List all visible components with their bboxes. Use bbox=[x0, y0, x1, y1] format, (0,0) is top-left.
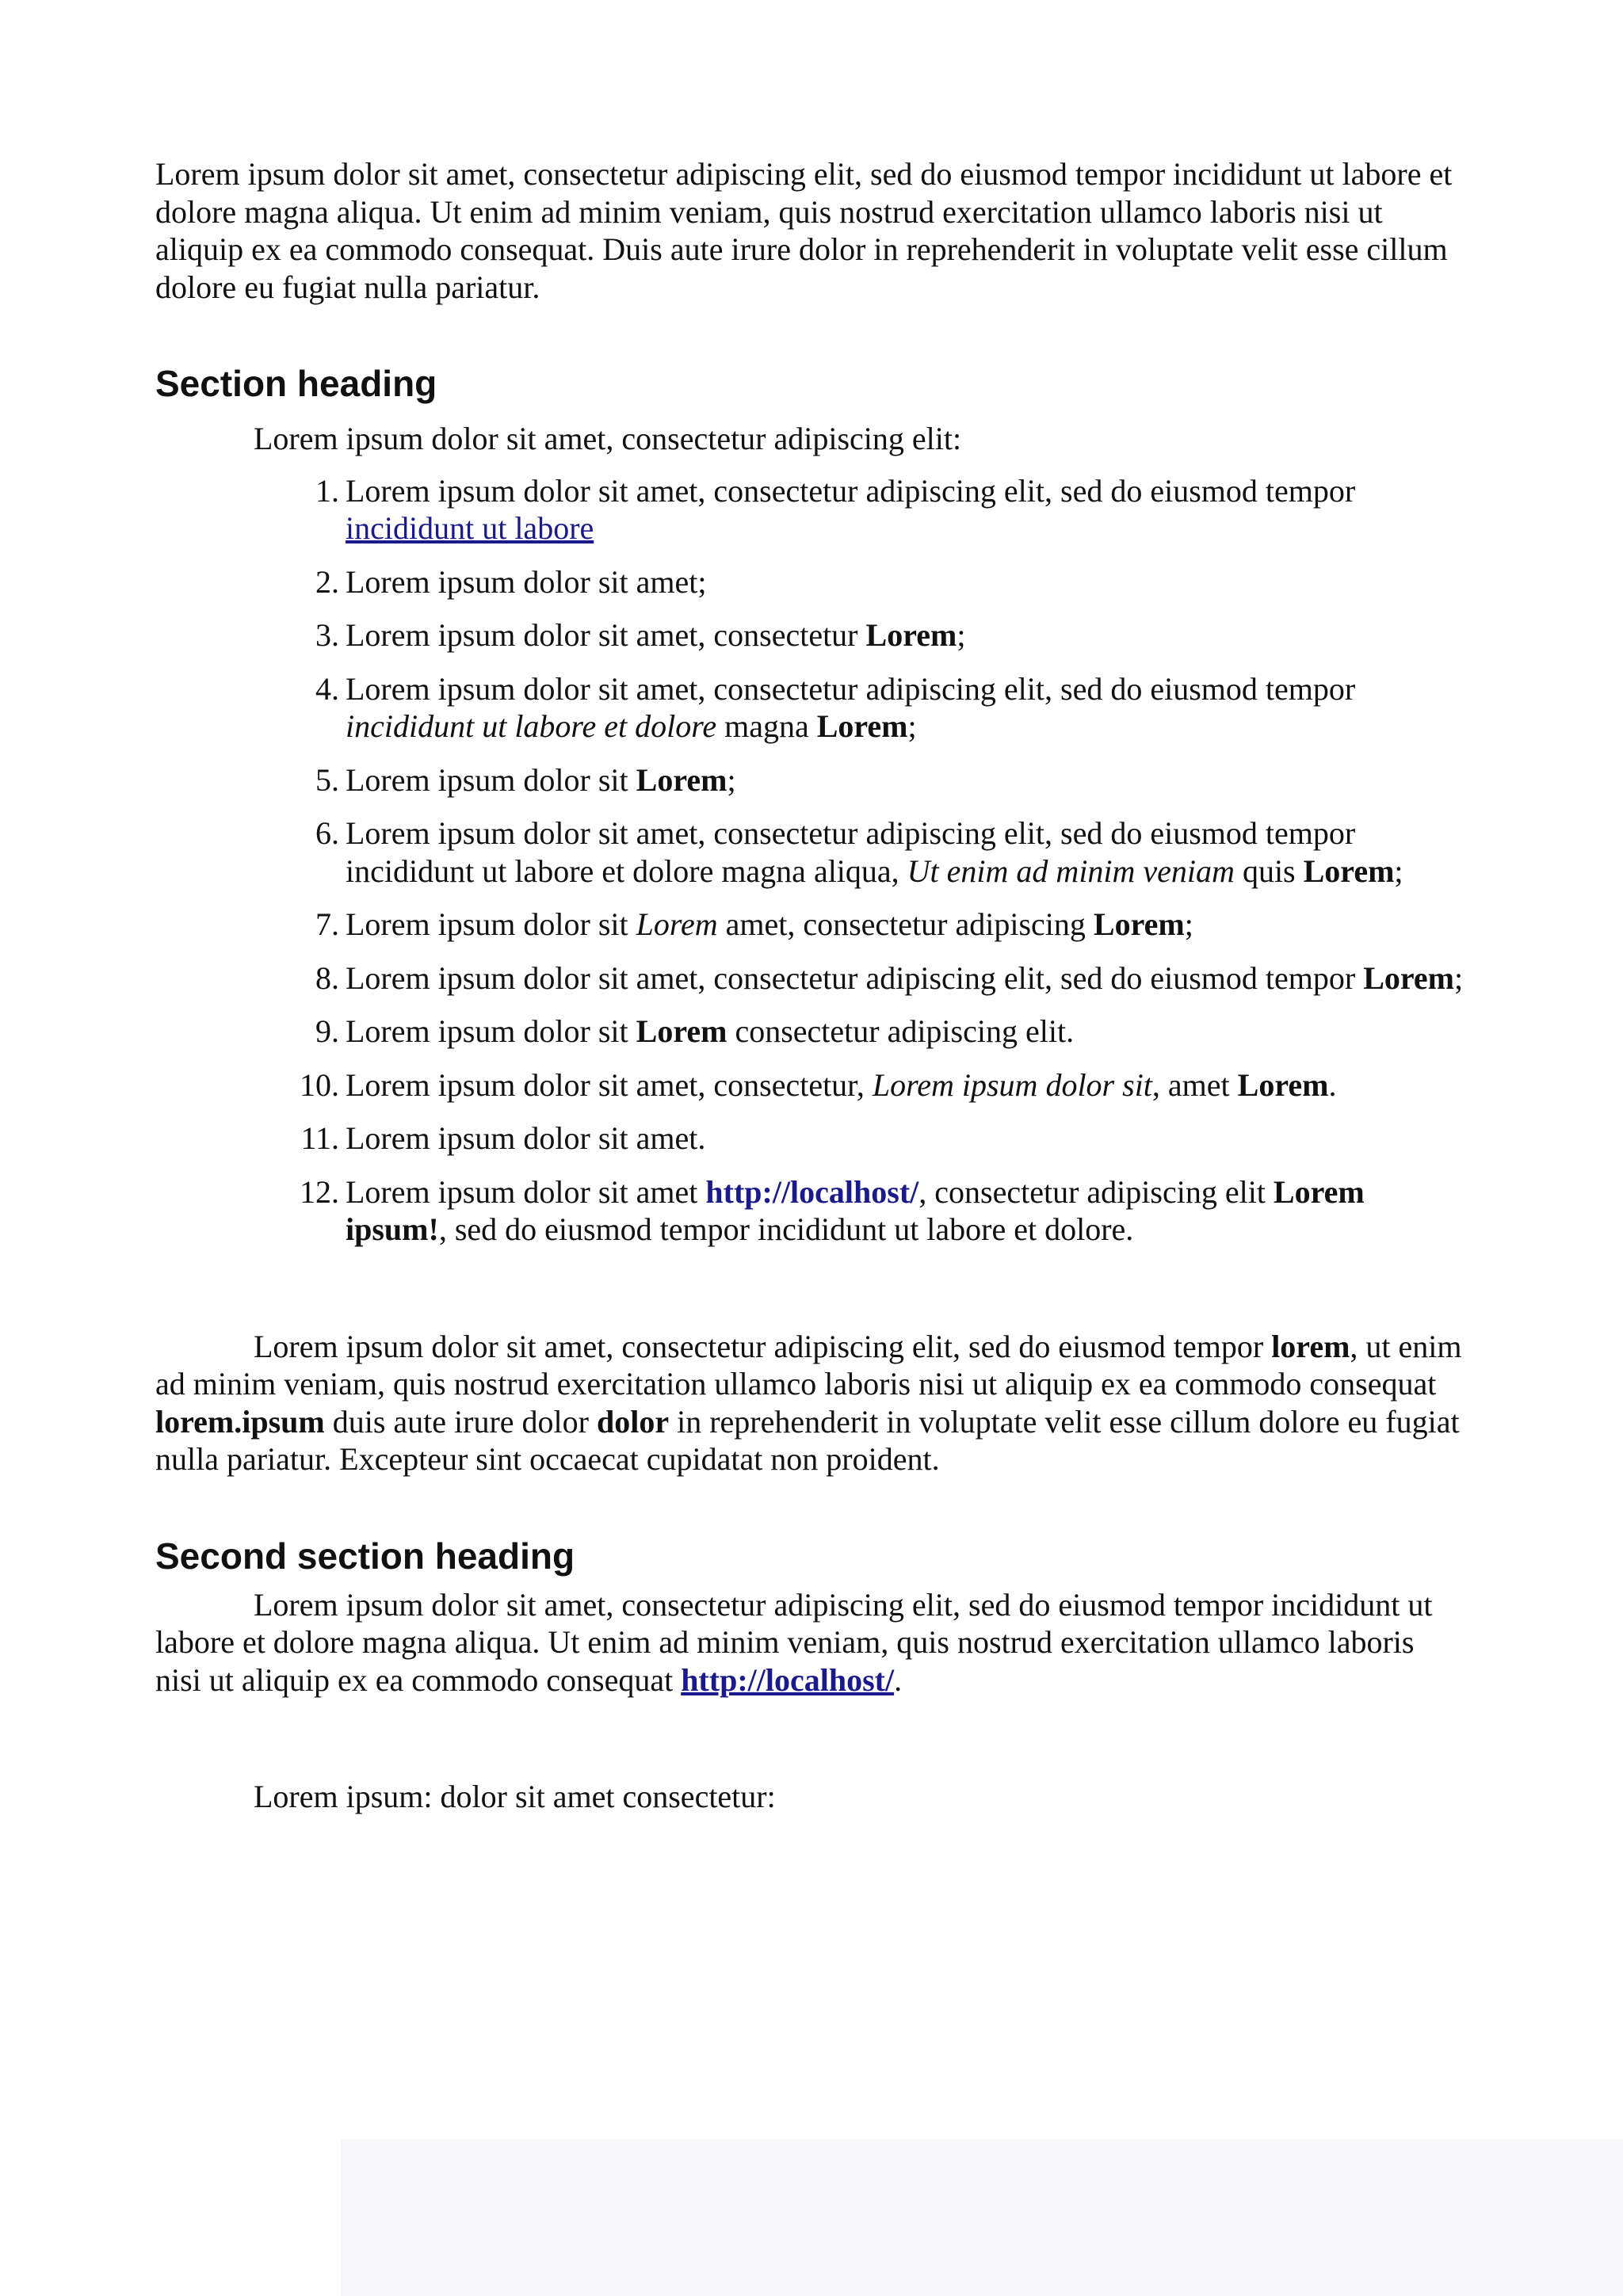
step-number: 11 . bbox=[266, 1119, 339, 1158]
step-text: Lorem ipsum dolor sit bbox=[346, 1013, 636, 1049]
list-item bbox=[298, 1173, 1468, 1249]
step-text: , consectetur adipiscing elit bbox=[918, 1173, 1274, 1210]
section-heading-1: Section heading bbox=[155, 363, 437, 404]
para-text: duis aute irure dolor bbox=[324, 1403, 597, 1440]
step-number: 10 . bbox=[266, 1066, 339, 1104]
step-text: ; bbox=[957, 617, 966, 653]
para-text: , ut enim ad minim veniam, quis nostrud exercitation ullamco laboris nisi ut aliquip ex ea commodo consequat bbox=[155, 1328, 1462, 1402]
step-text: Lorem ipsum dolor sit amet, consectetur bbox=[346, 617, 866, 653]
step-text: Lorem ipsum dolor sit bbox=[346, 906, 636, 942]
step-bold: Lorem bbox=[816, 708, 908, 744]
step-italic: Lorem bbox=[636, 906, 718, 942]
step-italic: Lorem ipsum dolor sit bbox=[872, 1066, 1152, 1103]
step-text: , sed do eiusmod tempor incididunt ut labore et dolore. bbox=[438, 1211, 1134, 1247]
list-item bbox=[298, 616, 1468, 654]
step-text: Lorem ipsum dolor sit bbox=[346, 761, 636, 798]
step-text: Lorem ipsum dolor sit amet. bbox=[346, 1120, 706, 1156]
steps-list bbox=[298, 472, 1468, 1249]
step-text: Lorem ipsum dolor sit amet, consectetur adipiscing elit, sed do eiusmod tempor incididunt ut labore et dolore magna aliqua, bbox=[346, 815, 1356, 889]
list-item bbox=[298, 1119, 1468, 1158]
code-block-background bbox=[341, 2139, 1623, 2296]
list-item bbox=[298, 814, 1468, 890]
step-bold: Lorem bbox=[1303, 852, 1395, 889]
step-text: Lorem ipsum dolor sit amet bbox=[346, 1173, 706, 1210]
step-text: Lorem ipsum dolor sit amet, consectetur adipiscing elit, sed do eiusmod tempor bbox=[346, 670, 1356, 707]
section-1-lead: Lorem ipsum dolor sit amet, consectetur adipiscing elit: bbox=[254, 421, 962, 456]
step-number: 5 . bbox=[266, 761, 339, 799]
step-bold: Lorem ipsum! bbox=[346, 1173, 1365, 1247]
intro-paragraph: Lorem ipsum dolor sit amet, consectetur adipiscing elit, sed do eiusmod tempor incididunt ut labore et dolore magna aliqua. Ut enim ad minim veniam, quis nostrud exercitation ullamco laboris nisi ut aliquip ex ea commodo consequat. Duis aute irure dolor in reprehenderit in voluptate velit esse cillum dolore eu fugiat nulla pariatur. bbox=[155, 156, 1453, 305]
localhost-link[interactable]: http://localhost/ bbox=[705, 1173, 919, 1210]
step-bold: Lorem bbox=[1237, 1066, 1329, 1103]
apache-folder-paragraph bbox=[155, 1328, 1468, 1478]
section-heading-2: Second section heading bbox=[155, 1535, 575, 1577]
step-text: ; bbox=[1394, 852, 1403, 889]
step-link[interactable]: incididunt ut labore bbox=[346, 510, 594, 546]
localhost-link[interactable]: http://localhost/ bbox=[681, 1661, 895, 1698]
example-caption: Lorem ipsum: dolor sit amet consectetur: bbox=[254, 1779, 776, 1814]
step-text: Lorem ipsum dolor sit amet, consectetur adipiscing elit, sed do eiusmod tempor bbox=[346, 959, 1364, 996]
list-item bbox=[298, 1013, 1468, 1051]
step-bold: Lorem bbox=[1363, 959, 1454, 996]
step-text: . bbox=[1328, 1066, 1337, 1103]
step-number: 4 . bbox=[266, 670, 339, 708]
step-number: 9 . bbox=[266, 1013, 339, 1051]
step-text: quis bbox=[1234, 852, 1304, 889]
step-text: Lorem ipsum dolor sit amet, consectetur adipiscing elit, sed do eiusmod tempor bbox=[346, 472, 1356, 509]
step-number: 1 . bbox=[266, 472, 339, 510]
step-text: ; bbox=[1453, 959, 1464, 996]
para-text: Lorem ipsum dolor sit amet, consectetur adipiscing elit, sed do eiusmod tempor incididunt ut labore et dolore magna aliqua. Ut enim ad minim veniam, quis nostrud exercitation ullamco laboris nisi ut aliquip ex ea commodo consequat bbox=[155, 1586, 1433, 1698]
list-item bbox=[298, 1066, 1468, 1104]
step-number: 8 . bbox=[266, 959, 339, 997]
list-item bbox=[298, 761, 1468, 799]
step-text: ; bbox=[1184, 906, 1193, 942]
para-bold: lorem bbox=[1271, 1328, 1350, 1364]
step-bold: Lorem bbox=[1093, 906, 1185, 942]
step-text: amet, consectetur adipiscing bbox=[717, 906, 1094, 942]
step-number: 12 . bbox=[266, 1173, 339, 1211]
step-text: Lorem ipsum dolor sit amet; bbox=[346, 563, 707, 600]
step-italic: Ut enim ad minim veniam bbox=[907, 852, 1235, 889]
step-number: 3 . bbox=[266, 616, 339, 654]
list-item bbox=[298, 959, 1468, 997]
para-text: in reprehenderit in voluptate velit esse cillum dolore eu fugiat nulla pariatur. Excepteur sint occaecat cupidatat non proident. bbox=[155, 1403, 1460, 1477]
step-text: magna bbox=[716, 708, 817, 744]
list-item bbox=[298, 563, 1468, 601]
step-text: consectetur adipiscing elit. bbox=[727, 1013, 1075, 1049]
step-bold: Lorem bbox=[636, 1013, 727, 1049]
para-bold: lorem.ipsum bbox=[155, 1403, 325, 1440]
step-text: Lorem ipsum dolor sit amet, consectetur, bbox=[346, 1066, 873, 1103]
step-text: ; bbox=[907, 708, 917, 744]
para-text: . bbox=[894, 1661, 903, 1698]
step-italic: incididunt ut labore et dolore bbox=[346, 708, 717, 744]
step-bold: Lorem bbox=[865, 617, 957, 653]
step-number: 7 . bbox=[266, 906, 339, 944]
list-item bbox=[298, 670, 1468, 746]
ajax-intro-paragraph bbox=[155, 1586, 1468, 1699]
step-number: 6 . bbox=[266, 814, 339, 852]
step-text: ; bbox=[727, 761, 736, 798]
step-text: , amet bbox=[1151, 1066, 1238, 1103]
list-item bbox=[298, 472, 1468, 547]
step-bold: Lorem bbox=[636, 761, 727, 798]
para-text: Lorem ipsum dolor sit amet, consectetur adipiscing elit, sed do eiusmod tempor bbox=[254, 1328, 1272, 1364]
para-bold: dolor bbox=[596, 1403, 670, 1440]
step-number: 2 . bbox=[266, 563, 339, 601]
list-item bbox=[298, 906, 1468, 944]
